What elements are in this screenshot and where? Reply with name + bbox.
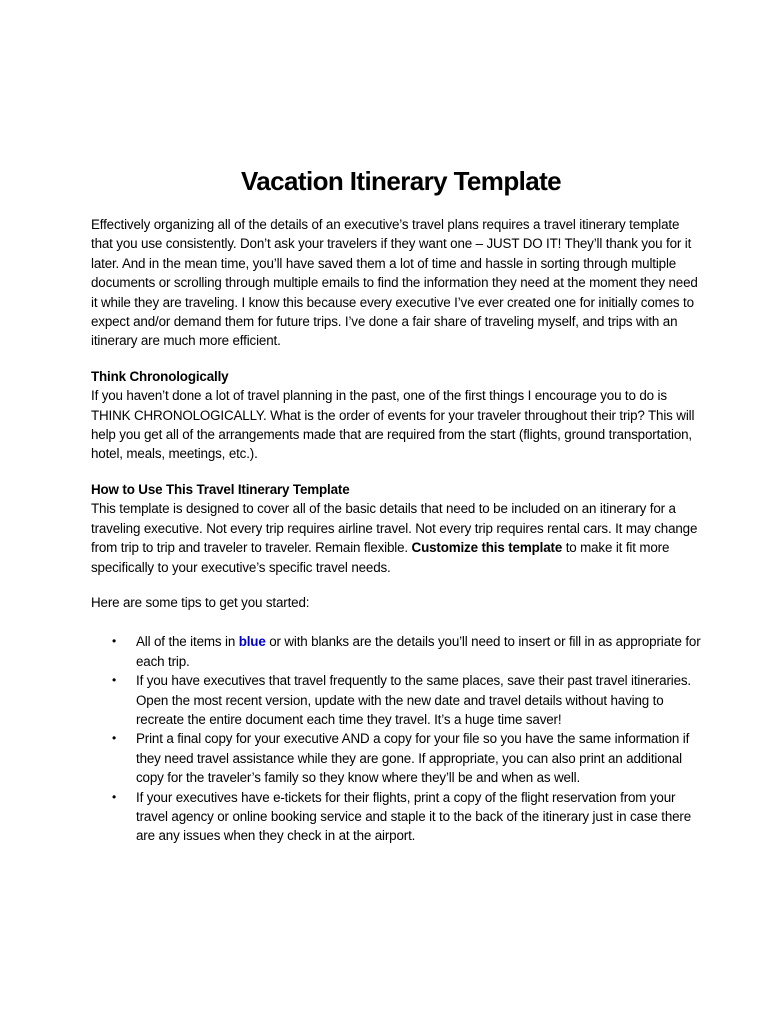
bullet-icon: • <box>112 673 117 688</box>
tip-text: If you have executives that travel frequently to the same places, save their past travel itineraries. Open the most recent version, update with the new date and travel details without having to recreate the entire document each time they travel. It’s a huge time saver! <box>136 673 691 727</box>
intro-paragraph: Effectively organizing all of the details of an executive’s travel plans requires a travel itinerary template that you use consistently. Don’t ask your travelers if they want one – JUST DO IT! They’ll thank you for it later. And in the mean time, you’ll have saved them a lot of time and hassle in sorting through multiple documents or scrolling through multiple emails to find the information they need at the moment they need it while they are traveling. I know this because every executive I’ve ever created one for initially comes to expect and/or demand them for future trips. I’ve done a fair share of traveling myself, and trips with an itinerary are much more efficient. <box>91 217 698 349</box>
document-page <box>91 164 703 846</box>
section-heading-how-to-use: How to Use This Travel Itinerary Template <box>91 481 350 497</box>
section-think-chronologically <box>91 367 703 464</box>
list-item <box>112 671 703 729</box>
section-how-to-use <box>91 480 703 577</box>
customize-template-emphasis: Customize this template <box>411 540 563 556</box>
blue-highlight-word: blue <box>238 634 266 650</box>
list-item <box>112 632 703 671</box>
section-body-how-to-use <box>91 499 703 577</box>
tips-intro: Here are some tips to get you started: <box>91 594 310 610</box>
page-title: Vacation Itinerary Template <box>241 166 561 196</box>
tips-list <box>91 632 703 845</box>
bullet-icon: • <box>112 634 117 649</box>
how-to-use-text-before: This template is designed to cover all of the basic details that need to be included on an itinerary for a traveling executive. Not every trip requires airline travel. Not every trip requires rental cars. It may change from trip to trip and traveler to traveler. Remain flexible. <box>91 501 698 556</box>
section-body-think-chronologically: If you haven’t done a lot of travel planning in the past, one of the first things I encourage you to do is THINK CHRONOLOGICALLY. What is the order of events for your traveler throughout their trip? This will help you get all of the arrangements made that are required from the start (flights, ground transportation, hotel, meals, meetings, etc.). <box>91 388 695 462</box>
tip-text-before: All of the items in <box>136 634 239 650</box>
bullet-icon: • <box>112 731 117 746</box>
section-heading-think-chronologically: Think Chronologically <box>91 368 229 384</box>
list-item <box>112 788 703 846</box>
tip-text: If your executives have e-tickets for their flights, print a copy of the flight reservation from your travel agency or online booking service and staple it to the back of the itinerary just in case there are any issues when they check in at the airport. <box>136 789 692 844</box>
tip-text-after: or with blanks are the details you’ll need to insert or fill in as appropriate for each trip. <box>136 634 701 669</box>
bullet-icon: • <box>112 789 117 804</box>
list-item <box>112 729 703 787</box>
tip-text: Print a final copy for your executive AND a copy for your file so you have the same information if they need travel assistance while they are gone. If appropriate, you can also print an additional copy for the traveler’s family so they know where they’ll be and when as well. <box>136 731 690 786</box>
how-to-use-text-after: to make it fit more specifically to your executive’s specific travel needs. <box>91 540 670 575</box>
